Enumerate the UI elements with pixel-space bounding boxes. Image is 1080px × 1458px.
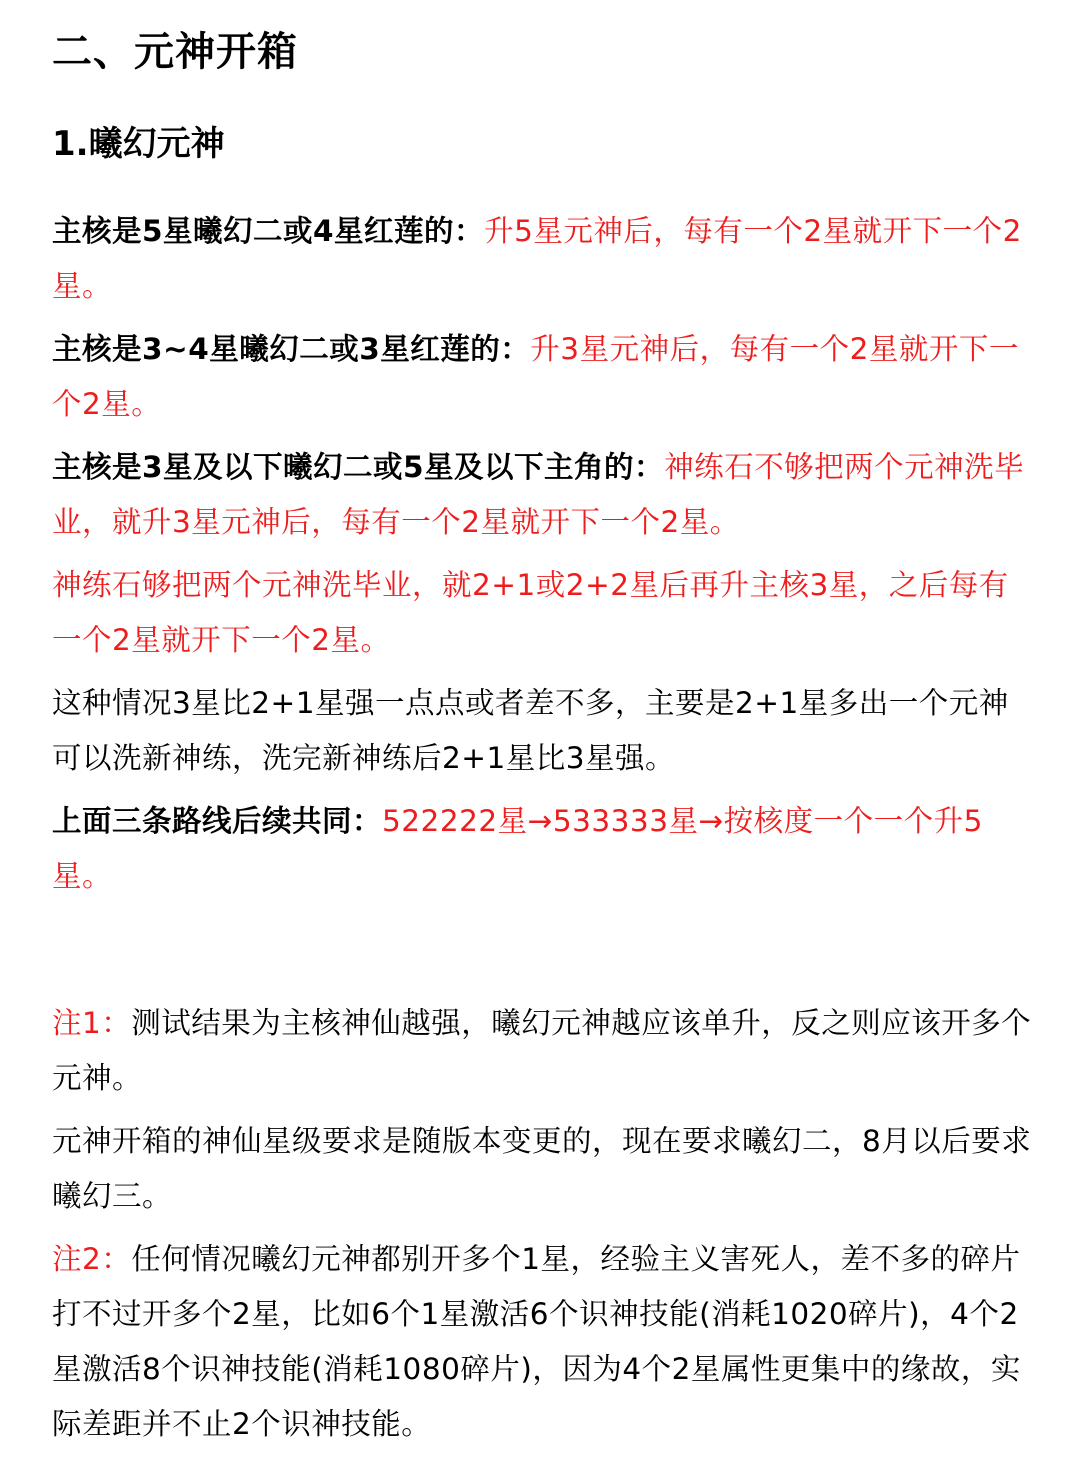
paragraph-enough-stones: 神练石够把两个元神洗毕业，就2+1或2+2星后再升主核3星，之后每有一个2星就开下一个2星。 bbox=[52, 568, 1009, 657]
paragraph-highlight: 升3星元神后，每有一个2星就开下一个2星。 bbox=[52, 332, 1019, 421]
paragraph-highlight: 522222星→533333星→按核度一个一个升5星。 bbox=[52, 804, 983, 893]
paragraph-label: 主核是3~4星曦幻二或3星红莲的： bbox=[52, 332, 531, 366]
paragraph-core-3-star-below bbox=[52, 440, 1034, 550]
paragraph-label: 主核是3星及以下曦幻二或5星及以下主角的： bbox=[52, 450, 665, 484]
paragraph-label: 主核是5星曦幻二或4星红莲的： bbox=[52, 214, 485, 248]
paragraph-highlight: 神练石不够把两个元神洗毕业，就升3星元神后，每有一个2星就开下一个2星。 bbox=[52, 450, 1025, 539]
paragraph-core-3-4-star bbox=[52, 322, 1034, 432]
note-1 bbox=[52, 996, 1034, 1106]
paragraph-comparison: 这种情况3星比2+1星强一点点或者差不多，主要是2+1星多出一个元神可以洗新神练，洗完新神练后2+1星比3星强。 bbox=[52, 686, 1009, 775]
paragraph-highlight: 升5星元神后，每有一个2星就开下一个2星。 bbox=[52, 214, 1022, 303]
paragraph-label: 上面三条路线后续共同： bbox=[52, 804, 383, 838]
section-title: 二、元神开箱 bbox=[52, 29, 298, 75]
note-text: 测试结果为主核神仙越强，曦幻元神越应该单升，反之则应该开多个元神。 bbox=[52, 1006, 1032, 1095]
note-2 bbox=[52, 1232, 1034, 1452]
paragraph-core-5-star bbox=[52, 204, 1034, 314]
note-label: 注1： bbox=[52, 1006, 132, 1040]
paragraph-common-route bbox=[52, 794, 1034, 904]
sub-title: 1.曦幻元神 bbox=[52, 124, 225, 164]
note-label: 注2： bbox=[52, 1242, 132, 1276]
paragraph-version-requirement: 元神开箱的神仙星级要求是随版本变更的，现在要求曦幻二，8月以后要求曦幻三。 bbox=[52, 1124, 1032, 1213]
note-text: 任何情况曦幻元神都别开多个1星，经验主义害死人，差不多的碎片打不过开多个2星，比如6个1星激活6个识神技能(消耗1020碎片)，4个2星激活8个识神技能(消耗1080碎片)，因为4个2星属性更集中的缘故，实际差距并不止2个识神技能。 bbox=[52, 1242, 1021, 1441]
